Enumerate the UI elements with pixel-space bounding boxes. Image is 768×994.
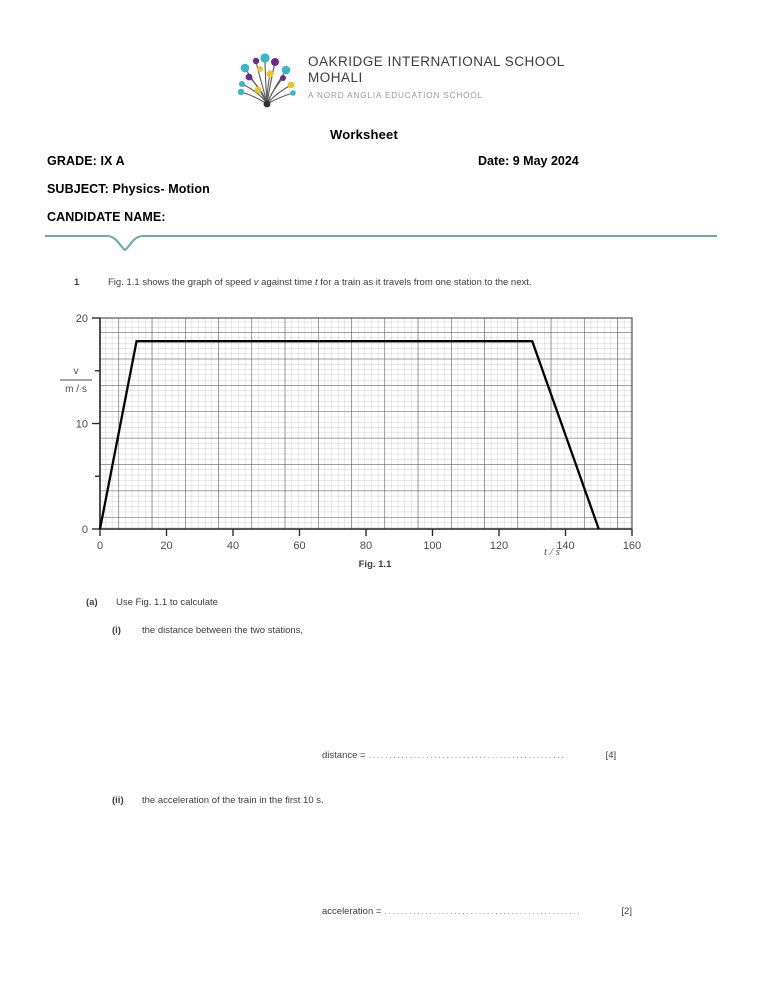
school-name-line2: MOHALI — [308, 70, 363, 86]
svg-text:20: 20 — [75, 313, 88, 325]
part-ii-label: (ii) — [112, 795, 124, 806]
subject-field: SUBJECT: Physics- Motion — [47, 182, 210, 196]
header-divider — [45, 228, 717, 254]
svg-text:140: 140 — [556, 540, 575, 552]
svg-text:100: 100 — [423, 540, 442, 552]
part-i-label: (i) — [112, 625, 121, 636]
answer-label-distance: distance = — [322, 750, 366, 761]
svg-text:160: 160 — [622, 540, 642, 552]
x-axis-label — [544, 546, 560, 556]
answer-line-acceleration — [322, 906, 632, 917]
marks-acceleration: [2] — [621, 906, 632, 917]
symbol-t: t — [315, 277, 318, 288]
question-number: 1 — [74, 277, 80, 288]
date-field: Date: 9 May 2024 — [478, 154, 579, 168]
figure-caption — [0, 559, 768, 570]
part-i-text: the distance between the two stations, — [142, 625, 304, 636]
question-stem-part2: against time — [258, 277, 316, 288]
svg-text:40: 40 — [226, 540, 240, 552]
answer-line-distance — [322, 750, 616, 761]
school-name-block — [308, 46, 565, 100]
answer-blank-acceleration[interactable]: ................................................ — [384, 906, 582, 916]
svg-text:80: 80 — [359, 540, 373, 552]
speed-time-graph — [52, 306, 652, 556]
svg-text:10: 10 — [75, 418, 88, 431]
question-stem-part3: for a train as it travels from one station to the next. — [317, 277, 532, 288]
y-axis-label — [60, 366, 92, 395]
figure-caption-text: Fig. 1.1 — [358, 559, 392, 570]
answer-blank-distance[interactable]: ................................................ — [368, 750, 566, 760]
svg-text:0: 0 — [96, 540, 104, 552]
question-stem — [108, 277, 628, 290]
svg-text:m / s: m / s — [65, 384, 87, 395]
school-logo-header — [236, 46, 565, 108]
svg-text:t / s: t / s — [544, 546, 560, 556]
school-name-line1: OAKRIDGE INTERNATIONAL SCHOOL — [308, 54, 565, 69]
candidate-name-field: CANDIDATE NAME: — [47, 210, 166, 224]
part-ii-text: the acceleration of the train in the first 10 s. — [142, 795, 324, 806]
answer-label-acceleration: acceleration = — [322, 906, 382, 917]
symbol-v: v — [253, 277, 259, 288]
part-a-label: (a) — [86, 597, 98, 608]
svg-text:60: 60 — [293, 540, 306, 552]
dandelion-burst-logo-icon — [236, 46, 298, 108]
question-stem-part1: Fig. 1.1 shows the graph of speed — [108, 277, 254, 288]
svg-text:v: v — [73, 366, 79, 377]
page-title — [0, 127, 768, 142]
grade-field: GRADE: IX A — [47, 154, 125, 168]
svg-text:120: 120 — [489, 540, 509, 552]
marks-distance: [4] — [605, 750, 617, 761]
svg-text:0: 0 — [81, 524, 88, 536]
page-title-text: Worksheet — [329, 127, 399, 142]
svg-text:20: 20 — [160, 540, 173, 552]
school-tagline: A NORD ANGLIA EDUCATION SCHOOL — [308, 90, 484, 100]
part-a-text: Use Fig. 1.1 to calculate — [116, 597, 218, 608]
